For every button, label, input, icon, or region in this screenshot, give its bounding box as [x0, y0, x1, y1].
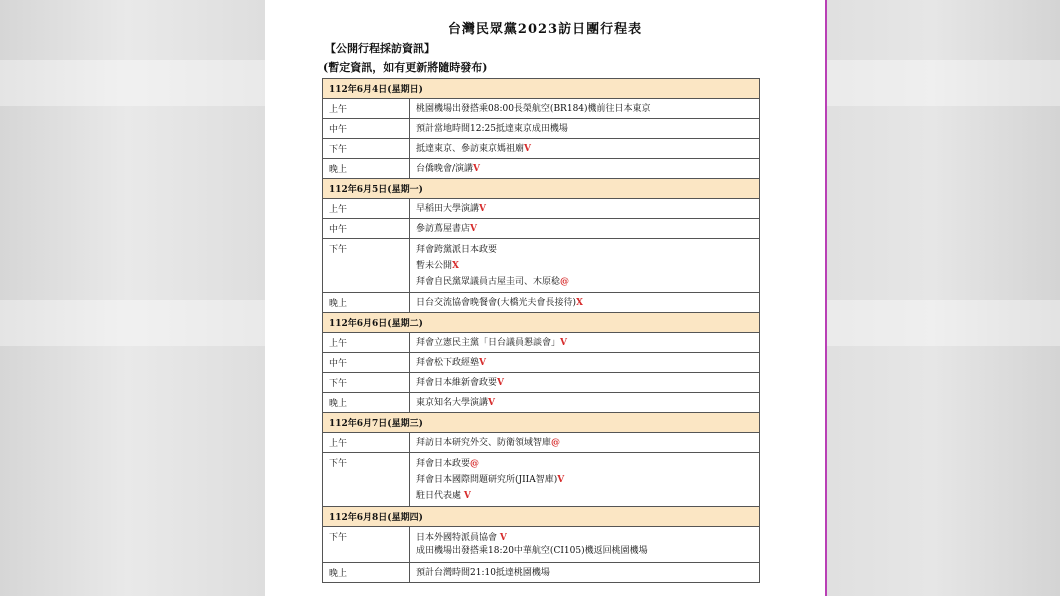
- activity-text: 預計當地時間12:25抵達東京成田機場: [416, 123, 568, 134]
- activity-line: [416, 121, 753, 137]
- date-row: [323, 79, 760, 99]
- activity-cell: [410, 527, 760, 563]
- period-cell: 下午: [323, 453, 410, 507]
- schedule-document: [265, 0, 827, 596]
- status-mark: @: [560, 276, 570, 287]
- status-mark: V: [560, 337, 567, 348]
- activity-cell: [410, 333, 760, 353]
- status-mark: @: [551, 437, 561, 448]
- activity-cell: [410, 239, 760, 293]
- activity-text: 桃園機場出發搭乘08:00長榮航空(BR184)機前往日本東京: [416, 103, 651, 114]
- date-row: [323, 413, 760, 433]
- status-mark: X: [452, 260, 459, 271]
- activity-line: [416, 101, 753, 117]
- activity-text: 拜會松下政經塾: [416, 357, 480, 368]
- schedule-table: [322, 78, 760, 583]
- activity-cell: [410, 199, 760, 219]
- date-label: 112年6月7日(星期三): [323, 413, 760, 433]
- status-mark: V: [470, 223, 477, 234]
- period-cell: 中午: [323, 219, 410, 239]
- schedule-row: [323, 333, 760, 353]
- activity-line: [416, 335, 753, 351]
- activity-line: [416, 141, 753, 157]
- period-cell: 晚上: [323, 393, 410, 413]
- activity-line: [416, 221, 753, 237]
- schedule-row: [323, 159, 760, 179]
- period-cell: 下午: [323, 373, 410, 393]
- schedule-row: [323, 219, 760, 239]
- period-cell: 下午: [323, 139, 410, 159]
- activity-cell: [410, 563, 760, 583]
- status-mark: V: [499, 532, 507, 543]
- date-label: 112年6月6日(星期二): [323, 313, 760, 333]
- status-mark: V: [488, 397, 495, 408]
- activity-cell: [410, 293, 760, 313]
- status-mark: V: [497, 377, 504, 388]
- status-mark: V: [473, 163, 481, 174]
- date-row: [323, 179, 760, 199]
- activity-line: [416, 488, 753, 504]
- activity-text: 東京知名大學演講: [416, 397, 489, 408]
- activity-line: [416, 375, 753, 391]
- activity-text: 成田機場出發搭乘18:20中華航空(CI105)機返回桃園機場: [416, 545, 648, 556]
- activity-text: 暫未公開: [416, 260, 453, 271]
- activity-line: [416, 258, 753, 274]
- date-label: 112年6月8日(星期四): [323, 507, 760, 527]
- date-row: [323, 313, 760, 333]
- schedule-row: [323, 373, 760, 393]
- status-mark: V: [524, 143, 531, 154]
- activity-line: [416, 435, 753, 451]
- activity-text: 拜會自民黨眾議員古屋圭司、木原稔: [416, 276, 561, 287]
- period-cell: 晚上: [323, 159, 410, 179]
- schedule-row: [323, 527, 760, 563]
- activity-text: 拜會跨黨派日本政要: [416, 244, 498, 255]
- activity-line: [416, 161, 753, 177]
- activity-line: [416, 395, 753, 411]
- activity-line: [416, 295, 753, 311]
- activity-cell: [410, 393, 760, 413]
- status-mark: X: [576, 297, 584, 308]
- activity-line: [416, 532, 753, 545]
- activity-text: 預計台灣時間21:10抵達桃園機場: [416, 567, 550, 578]
- schedule-row: [323, 239, 760, 293]
- activity-line: [416, 355, 753, 371]
- date-row: [323, 507, 760, 527]
- activity-text: 抵達東京、參訪東京媽祖廟: [416, 143, 525, 154]
- activity-cell: [410, 453, 760, 507]
- activity-text: 拜會日本維新會政要: [416, 377, 498, 388]
- period-cell: 下午: [323, 527, 410, 563]
- status-mark: V: [479, 357, 486, 368]
- schedule-row: [323, 139, 760, 159]
- period-cell: 上午: [323, 333, 410, 353]
- activity-text: 拜會日本國際問題研究所(JIIA智庫): [416, 474, 558, 485]
- period-cell: 晚上: [323, 293, 410, 313]
- activity-text: 駐日代表處: [416, 490, 464, 501]
- schedule-row: [323, 353, 760, 373]
- activity-cell: [410, 219, 760, 239]
- provisional-note: (暫定資訊，如有更新將隨時發布): [323, 61, 488, 74]
- schedule-row: [323, 563, 760, 583]
- schedule-row: [323, 393, 760, 413]
- activity-text: 台僑晚會/演講: [416, 163, 474, 174]
- period-cell: 下午: [323, 239, 410, 293]
- activity-cell: [410, 373, 760, 393]
- activity-text: 拜會立憲民主黨「日台議員懇談會」: [416, 337, 561, 348]
- activity-text: 參訪蔦屋書店: [416, 223, 471, 234]
- activity-text: 拜訪日本研究外交、防衛領域智庫: [416, 437, 552, 448]
- period-cell: 晚上: [323, 563, 410, 583]
- activity-line: [416, 565, 753, 581]
- period-cell: 中午: [323, 119, 410, 139]
- activity-cell: [410, 159, 760, 179]
- activity-line: [416, 201, 753, 217]
- activity-line: [416, 242, 753, 258]
- activity-text: 拜會日本政要: [416, 458, 471, 469]
- period-cell: 上午: [323, 433, 410, 453]
- activity-cell: [410, 433, 760, 453]
- activity-line: [416, 274, 753, 290]
- activity-line: [416, 545, 753, 558]
- date-label: 112年6月5日(星期一): [323, 179, 760, 199]
- period-cell: 中午: [323, 353, 410, 373]
- date-label: 112年6月4日(星期日): [323, 79, 760, 99]
- activity-cell: [410, 99, 760, 119]
- activity-cell: [410, 119, 760, 139]
- status-mark: V: [479, 203, 486, 214]
- activity-text: 早稻田大學演講: [416, 203, 480, 214]
- activity-cell: [410, 353, 760, 373]
- schedule-row: [323, 433, 760, 453]
- public-info-heading: 【公開行程採訪資訊】: [325, 42, 435, 55]
- status-mark: @: [470, 458, 480, 469]
- period-cell: 上午: [323, 99, 410, 119]
- activity-text: 日本外國特派員協會: [416, 532, 500, 543]
- schedule-row: [323, 199, 760, 219]
- activity-line: [416, 472, 753, 488]
- activity-text: 日台交流協會晚餐會(大橋光夫會長接待): [416, 297, 577, 308]
- period-cell: 上午: [323, 199, 410, 219]
- status-mark: V: [463, 490, 471, 501]
- activity-cell: [410, 139, 760, 159]
- schedule-row: [323, 99, 760, 119]
- schedule-row: [323, 119, 760, 139]
- schedule-row: [323, 293, 760, 313]
- activity-line: [416, 456, 753, 472]
- schedule-row: [323, 453, 760, 507]
- status-mark: V: [557, 474, 565, 485]
- document-title: 台灣民眾黨2023訪日團行程表: [447, 22, 643, 37]
